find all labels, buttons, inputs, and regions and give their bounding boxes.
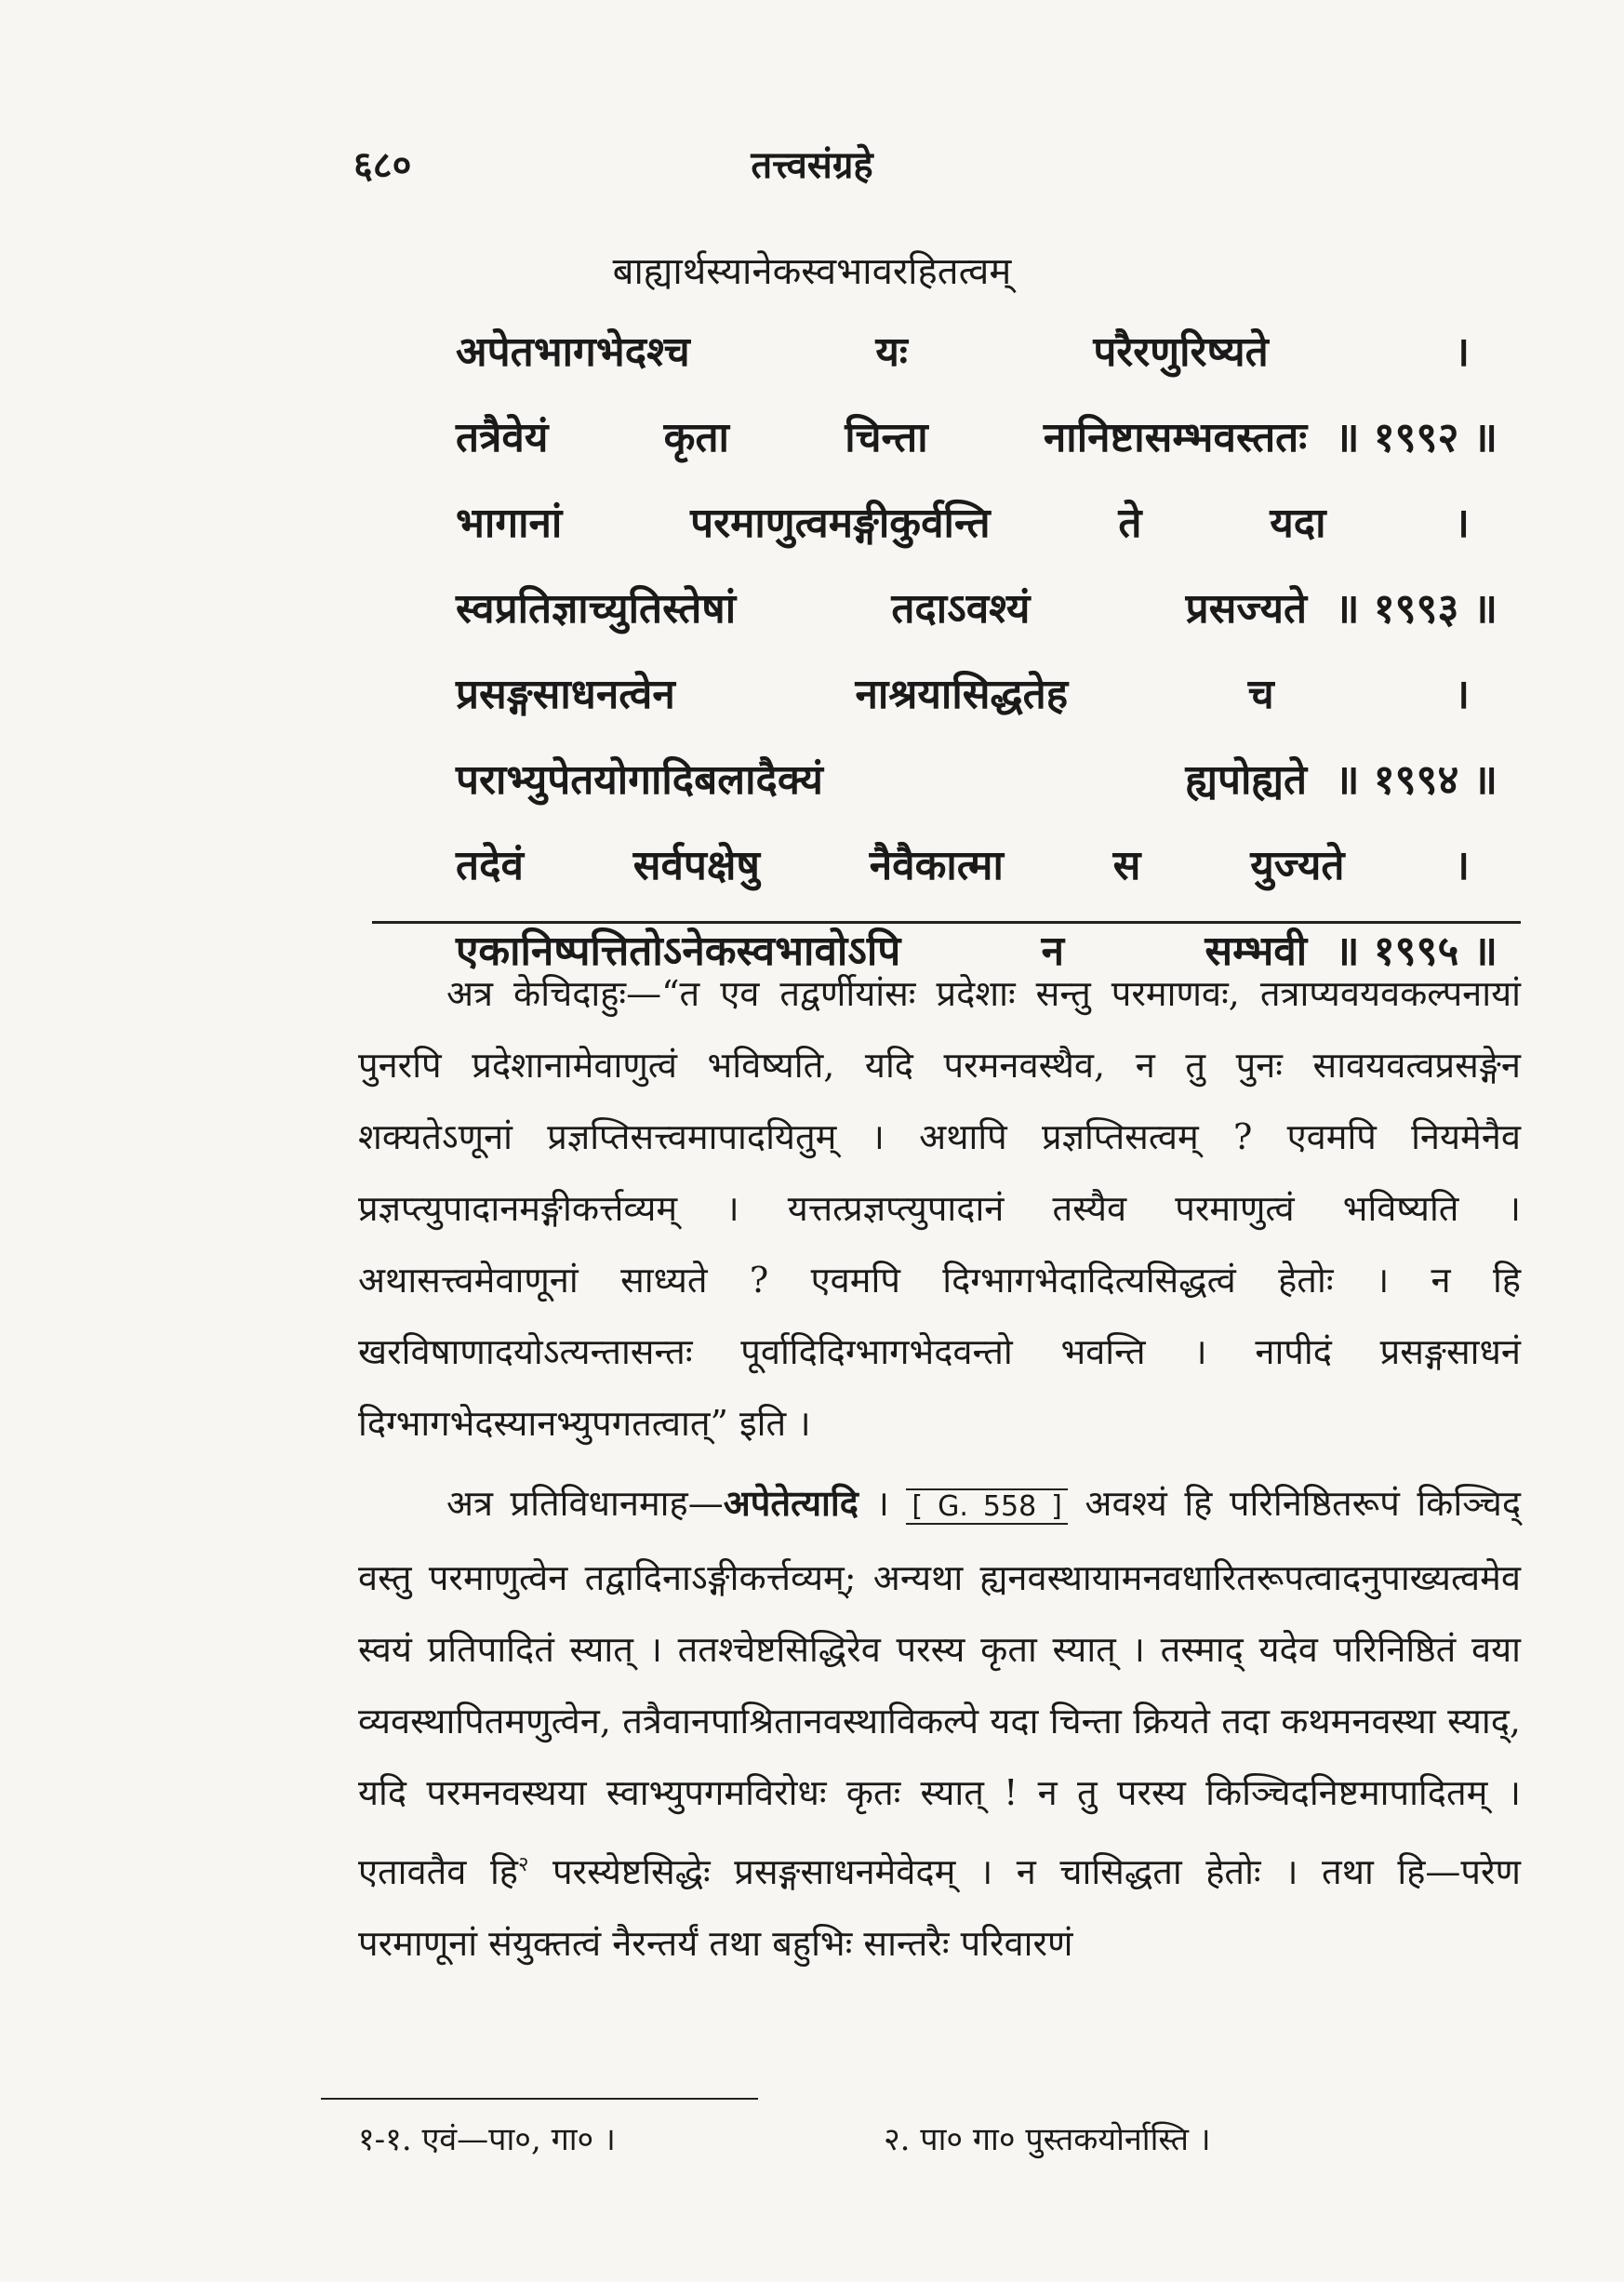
footnote: १-१. एवं—पा०, गा० । bbox=[358, 2121, 616, 2158]
verse-number: ॥ १९९४ ॥ bbox=[1335, 756, 1498, 804]
footnote-divider bbox=[321, 2098, 758, 2100]
footnotes bbox=[358, 2116, 1474, 2159]
verse-line bbox=[456, 393, 1498, 478]
commentary-paragraph: अत्र केचिदाहुः—“त एव तद्वर्णीयांसः प्रदेशाः सन्तु परमाणवः, तत्राप्यवयवकल्पनायां पुनरपि प्रदेशानामेवाणुत्वं भविष्यति, यदि परमनवस्थैव, न तु पुनः सावयवत्वप्रसङ्गेन शक्यतेऽणूनां प्रज्ञप्तिसत्त्वमापादयितुम् । अथापि प्रज्ञप्तिसत्वम् ? एवमपि नियमेनैव प्रज्ञप्त्युपादानमङ्गीकर्त्तव्यम् । यत्तत्प्रज्ञप्त्युपादानं तस्यैव परमाणुत्वं भविष्यति । अथासत्त्वमेवाणूनां साध्यते ? एवमपि दिग्भागभेदादित्यसिद्धत्वं हेतोः । न हि खरविषाणादयोऽत्यन्तासन्तः पूर्वादिदिग्भागभेदवन्तो भवन्ति । नापीदं प्रसङ्गसाधनं दिग्भागभेदस्यानभ्युपगतत्वात्” इति । bbox=[358, 973, 1521, 1444]
verse-line bbox=[456, 478, 1498, 564]
commentary-paragraph bbox=[358, 1467, 1521, 1980]
verse-text: स्वप्रतिज्ञाच्युतिस्तेषां तदाऽवश्यं प्रसज्यते bbox=[456, 585, 1308, 633]
verse-number: ॥ १९९२ ॥ bbox=[1335, 414, 1498, 461]
verse-line bbox=[456, 564, 1498, 649]
footnote: २. पा० गा० पुस्तकयोर्नास्ति । bbox=[884, 2121, 1211, 2158]
verse-text: एकानिष्पत्तितोऽनेकस्वभावोऽपि न सम्भवी bbox=[456, 927, 1308, 975]
commentary-text: अवश्यं हि परिनिष्ठितरूपं किञ्चिद् वस्तु परमाणुत्वेन तद्वादिनाऽङ्गीकर्त्तव्यम्; अन्यथा ह्यनवस्थायामनवधारितरूपत्वादनुपाख्यत्वमेव स्वयं प्रतिपादितं स्यात् । ततश्चेष्टसिद्धिरेव परस्य कृता स्यात् । तस्माद् यदेव परिनिष्ठितं वया व्यवस्थापितमणुत्वेन, तत्रैवानपाश्रितानवस्थाविकल्पे यदा चिन्ता क्रियते तदा कथमनवस्था स्याद्, यदि परमनवस्थया स्वाभ्युपगमविरोधः कृतः स्यात् ! न तु परस्य किञ्चिदनिष्टमापादितम् । एतावतैव हि bbox=[358, 1483, 1522, 1892]
verse-block bbox=[456, 307, 1498, 992]
commentary-block bbox=[358, 958, 1521, 1980]
verse-line bbox=[456, 821, 1498, 906]
footnote-marker: २ bbox=[517, 1853, 529, 1876]
verse-line bbox=[456, 649, 1498, 735]
verse-text: भागानां परमाणुत्वमङ्गीकुर्वन्ति ते यदा । bbox=[456, 500, 1470, 547]
section-divider bbox=[372, 921, 1521, 924]
verse-line bbox=[456, 735, 1498, 821]
danda: । bbox=[858, 1483, 907, 1524]
commentary-intro: अत्र प्रतिविधानमाह— bbox=[446, 1483, 724, 1524]
verse-text: अपेतभागभेदश्च यः परैरणुरिष्यते । bbox=[456, 328, 1470, 376]
verse-text: तत्रैवेयं कृता चिन्ता नानिष्टासम्भवस्ततः bbox=[456, 414, 1308, 461]
commentary-text: परस्येष्टसिद्धेः प्रसङ्गसाधनमेवेदम् । न चासिद्धता हेतोः । तथा हि—परेण परमाणूनां संयुक्तत्वं नैरन्तर्यं तथा बहुभिः सान्तरैः परिवारणं bbox=[358, 1851, 1521, 1964]
verse-text: प्रसङ्गसाधनत्वेन नाश्रयासिद्धतेह च । bbox=[456, 671, 1470, 718]
running-title: तत्त्वसंग्रहे bbox=[751, 143, 873, 187]
pratika-text: अपेतेत्यादि bbox=[723, 1482, 859, 1524]
verse-number: ॥ १९९३ ॥ bbox=[1335, 585, 1498, 633]
source-page-reference: [ G. 558 ] bbox=[906, 1488, 1067, 1525]
page-number: ६८० bbox=[353, 143, 412, 187]
verse-number: ॥ १९९५ ॥ bbox=[1335, 927, 1498, 975]
verse-text: पराभ्युपेतयोगादिबलादैक्यं ह्यपोह्यते bbox=[456, 756, 1308, 804]
verse-text: तदेवं सर्वपक्षेषु नैवैकात्मा स युज्यते । bbox=[456, 842, 1470, 889]
verse-line bbox=[456, 307, 1498, 393]
section-title: बाह्यार्थस्यानेकस्वभावरहितत्वम् bbox=[612, 250, 1012, 293]
